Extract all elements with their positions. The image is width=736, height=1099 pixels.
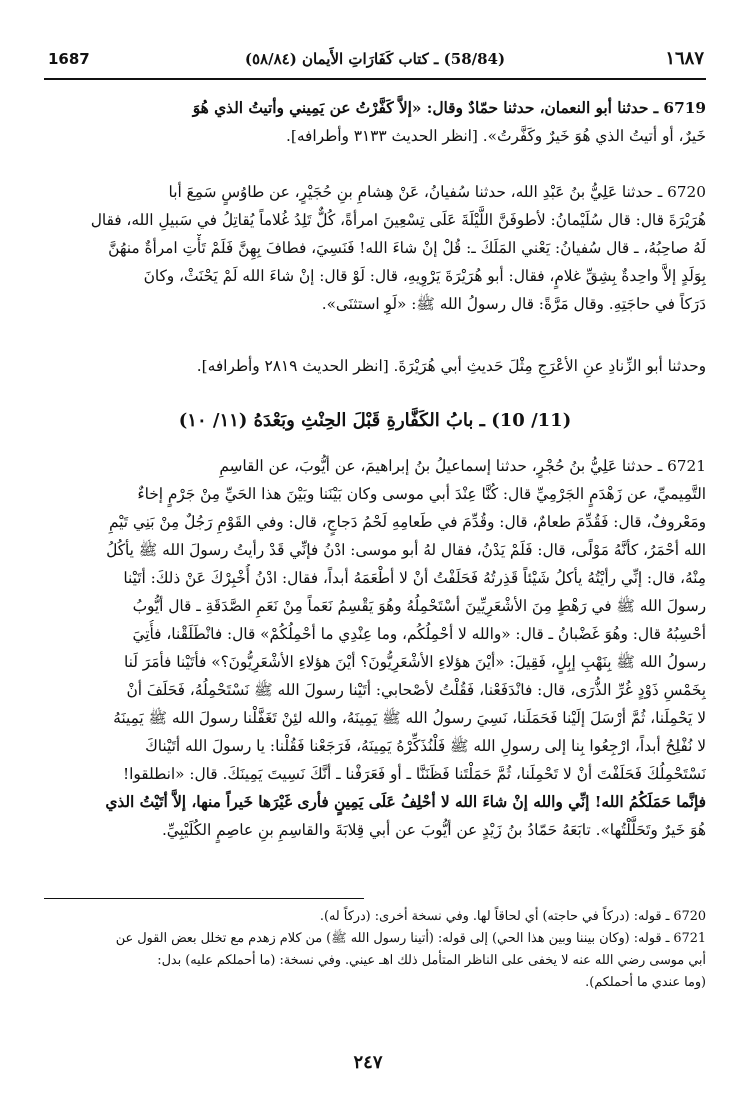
page-number-arabic: ١٦٨٧ [665,48,704,69]
hadith-6721-line-6: رسولَ الله ﷺ في رَهْطٍ مِنَ الأشْعَرِيِّينَ أسْتَحْمِلُهُ وهُوَ يَقْسِمُ نَعَماً مِنْ نَعَمِ الصَّدَقَةِ ـ قال أيُّوبُ [132,597,706,615]
hadith-6719 [44,94,706,150]
running-header [44,48,706,84]
hadith-6720-chain [44,352,706,380]
hadith-6720-line-3: لَهُ صاحِبُهُ، ـ قال سُفيانُ: يَعْني المَلَكَ ـ: قُلْ إنْ شاءَ الله! فَنَسِيَ، فطافَ بِهِنَّ فَلَمْ تَأْتِ امرأةٌ منهُنَّ [108,239,706,257]
chapter-heading: (11/ 10) ـ بابُ الكَفَّارةِ قَبْلَ الحِنْثِ وبَعْدَهُ (١١/ ١٠) [178,410,572,431]
footnote-6720: 6720 ـ قوله: (دركاً في حاجته) أي لحاقاً لها. وفي نسخة أخرى: (دركاً له). [319,909,706,924]
hadith-6720-line-5: دَرَكاً في حاجَتِهِ. وقال مَرَّةً: قال رسولُ الله ﷺ: «لَوِ استثنَى». [321,295,706,313]
hadith-6721-line-9: بِخَمْسِ ذَوْدٍ غُرِّ الذُّرَى، قال: فانْدَفَعْنا، فَقُلْتُ لأصْحابي: أتَيْنا رسولَ الله ﷺ نَسْتَحْمِلُهُ، فَحَلَفَ أنْ [126,681,706,699]
hadith-6721-line-3: ومَعْروفٌ، قال: فَقُدِّمَ طعامٌ، قال: وقُدِّمَ في طَعامِهِ لَحْمُ دَجاجٍ، قال: وفي القَوْمِ رَجُلٌ مِنْ بَنِي تَيْمِ [108,513,706,531]
hadith-6720 [44,178,706,318]
chapter-running-title: (58/84) ـ كتاب كَفَارَاتِ الأَيمان (٥٨/٨٤) [244,50,506,68]
hadith-6721-line-8: رسولُ الله ﷺ بِنَهْبِ إبِلٍ، فَقِيلَ: «أيْنَ هؤلاءِ الأشْعَرِيُّونَ؟ أيْنَ هؤلاءِ الأشْعَرِيُّونَ؟» فأتَيْنا فأمَرَ لَنا [123,653,706,671]
hadith-6721-line-13: فإنَّما حَمَلَكُمُ الله! إنِّي والله إنْ شاءَ الله لا أحْلِفُ عَلَى يَمِينٍ فأرى غَيْرَها خَيراً منها، إلاَّ أتَيْتُ الذي [105,793,706,811]
hadith-6721-line-12: نَسْتَحْمِلُكَ فَحَلَفْتَ أنْ لا تَحْمِلَنا، ثُمَّ حَمَلْتَنا فَظَنَنَّا ـ أو فَعَرَفْنا ـ أنَّكَ نَسِيتَ يَمِينَكَ. قال: «انطلقوا! [122,765,706,783]
hadith-6721-line-5: مِنْهُ، قال: إنِّي رأيْتُهُ يأكلُ شَيْئاً قَذِرتُهُ فَحَلَفْتُ أنْ لا أطْعَمَهُ أبداً، فقال: ادْنُ أُخْبِرْكَ عَنْ ذلكَ: أتَيْنا [123,569,706,587]
footnote-rule [44,898,364,899]
hadith-6720-line-6: وحدثنا أبو الزِّنادِ عنِ الأعْرَجِ مِثْلَ حَديثِ أبي هُرَيْرَةَ. [انظر الحديث ٢٨١٩ وأطرافه]. [196,357,706,375]
hadith-6721-line-2: التَّمِيميِّ، عن زَهْدَمٍ الجَرْمِيِّ قال: كُنَّا عِنْدَ أبي موسى وكان بَيْنَنا وبَيْنَ هذا الحَيِّ مِنْ جَرْمٍ إخاءٌ [137,485,706,503]
footnotes [44,906,706,994]
hadith-6720-line-2: هُرَيْرَةَ قال: قال سُلَيْمانُ: لأطوفَنَّ اللَّيْلَةَ عَلَى تِسْعِينَ امرأةً، كُلٌّ تَلِدُ غُلاماً يُقاتِلُ في سَبيلِ الله، فقال [90,211,706,229]
hadith-6720-line-1: 6720 ـ حدثنا عَلِيُّ بنُ عَبْدِ الله، حدثنا سُفيانُ، عَنْ هِشامِ بنِ حُجَيْرٍ، عن طاوُسٍ سَمِعَ أبا [168,183,706,201]
footnote-6721-line-1: 6721 ـ قوله: (وكان بيننا وبين هذا الحي) إلى قوله: (أتينا رسول الله ﷺ) من كلام زهدم مع تخلل بعض القول عن [115,931,706,946]
hadith-6721-line-4: الله أحْمَرُ، كأنَّهُ مَوْلًى، قال: فَلَمْ يَدْنُ، فقال لهُ أبو موسى: ادْنُ فإنِّي قَدْ رأيتُ رسولَ الله ﷺ يأكُلُ [106,541,706,559]
hadith-6719-line-1: 6719 ـ حدثنا أبو النعمان، حدثنا حمّادٌ وقال: «إلاَّ كَفَّرْتُ عن يَمِيني وأتيتُ الذي هُوَ [192,99,706,117]
hadith-6721-line-11: لا نُفْلِحُ أبداً، ارْجِعُوا بِنا إلى رسولِ الله ﷺ فَلْنُذَكِّرْهُ يَمِينَهُ، فَرَجَعْنا فَقُلْنا: يا رسولَ الله أتَيْناكَ [145,737,706,755]
hadith-6719-line-2: خَيرٌ، أو أتيتُ الذي هُوَ خَيرٌ وكَفَّرتُ». [انظر الحديث ٣١٣٣ وأطرافه]. [285,127,706,145]
hadith-6721-line-1: 6721 ـ حدثنا عَلِيُّ بنُ حُجْرٍ، حدثنا إسماعيلُ بنُ إبراهيمَ، عن أيُّوبَ، عن القاسِمِ [219,457,706,475]
hadith-6721-line-7: أحْسِبُهُ قال: وهُوَ غَضْبانُ ـ قال: «والله لا أحْمِلُكُم، وما عِنْدِي ما أحْمِلُكُمْ» قال: فانْطَلَقْنا، فأُتِيَ [132,625,706,643]
hadith-6721-line-14: هُوَ خَيرٌ وتَحَلَّلْتُها». تابَعَهُ حَمّادُ بنُ زَيْدٍ عن أيُّوبَ عن أبي قِلابَةَ والقاسِمِ بنِ عاصِمٍ الكُلَيْبِيِّ. [161,821,706,839]
footnote-6721-line-2: أبي موسى رضي الله عنه لا يخفى على الناظر المتأمل ذلك اهـ عيني. وفي نسخة: (ما أحملكم عليه) بدل: [157,953,706,968]
header-rule [44,78,706,80]
page-number-latin: 1687 [48,50,90,68]
footer-page-number: ٢٤٧ [353,1052,383,1073]
hadith-6721-line-10: لا يَحْمِلَنا، ثُمَّ أرْسَلَ إلَيْنا فَحَمَلَنا، نَسِيَ رسولُ الله ﷺ يَمِينَهُ، والله لئِنْ تَغَفَّلْنا رسولَ الله ﷺ يَمِينَهُ [113,709,706,727]
hadith-6721 [44,452,706,844]
hadith-6720-line-4: بِوَلَدٍ إلاَّ واحِدةٌ بِشِقِّ غلامٍ، فقال: أبو هُرَيْرَةَ يَرْوِيهِ، قال: لَوْ قال: إنْ شاءَ الله لَمْ يَحْنَثْ، وكانَ [143,267,706,285]
footnote-6721-line-3: (وما عندي ما أحملكم). [585,975,706,990]
